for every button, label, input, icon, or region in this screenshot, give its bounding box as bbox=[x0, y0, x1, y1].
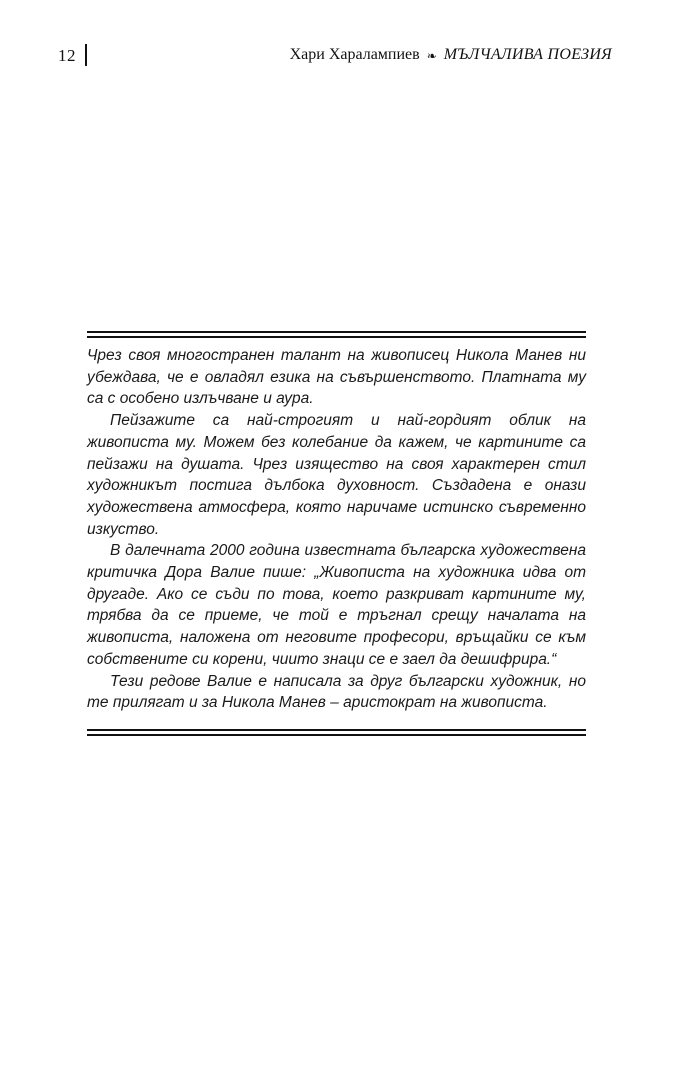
book-title: МЪЛЧАЛИВА ПОЕЗИЯ bbox=[443, 46, 612, 63]
page-number: 12 bbox=[58, 46, 76, 65]
paragraph-3: В далечната 2000 година известната българска художествена критичка Дора Валие пише: „Живописта на художника идва от другаде. Ако се съди по това, което разкриват картините му, трябва да се приеме, че той е тръгнал срещу началата на живописта, наложена от неговите професори, връщайки се към собствените си корени, чиито знаци се е заел да дешифрира.“ bbox=[87, 542, 586, 668]
author-name: Хари Харалампиев bbox=[289, 46, 420, 63]
bottom-double-rule bbox=[87, 729, 586, 736]
paragraph-2: Пейзажите са най-строгият и най-гордият облик на живописта му. Можем без колебание да кажем, че картините са пейзажи на душата. Чрез изящество на своя характерен стил художникът постига дълбока духовност. Създадена е онази художествена атмосфера, която наричаме истинско съвременно изкуство. bbox=[87, 412, 586, 538]
paragraph-1: Чрез своя многостранен талант на живописец Никола Манев ни убеждава, че е овладял езика на съвършенството. Платната му са с особено излъчване и аура. bbox=[87, 347, 586, 408]
top-double-rule bbox=[87, 331, 586, 338]
running-header bbox=[58, 44, 612, 74]
quote-text-block bbox=[87, 345, 586, 714]
running-head bbox=[290, 46, 612, 64]
leaf-ornament-icon: ❧ bbox=[426, 49, 437, 63]
paragraph-4: Тези редове Валие е написала за друг български художник, но те прилягат и за Никола Манев – аристократ на живописта. bbox=[87, 672, 586, 712]
header-divider bbox=[85, 44, 87, 66]
